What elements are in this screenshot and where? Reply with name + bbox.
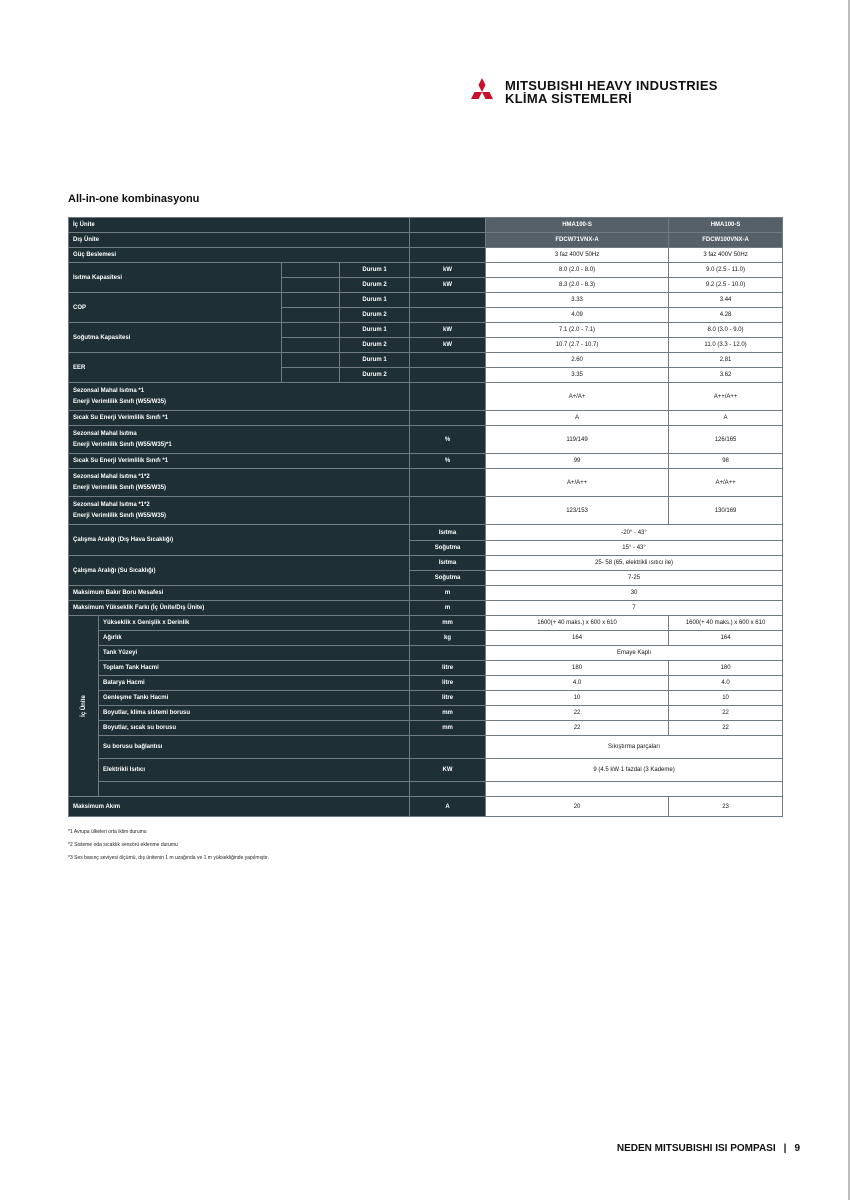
table-row: [69, 631, 783, 646]
ic-unite-group-label: [69, 616, 99, 797]
table-cell: 30: [486, 586, 783, 601]
model-dis-1: FDCW71VNX-A: [486, 233, 669, 248]
unit-label: mm: [410, 721, 486, 736]
table-row: [69, 353, 783, 368]
table-cell: 20: [486, 797, 669, 817]
table-cell: Emaye Kaplı: [486, 646, 783, 661]
table-cell: 7-25: [486, 571, 783, 586]
table-cell: 25- 58 (65, elektrikli ısıtıcı ile): [486, 556, 783, 571]
table-cell: 130/169: [669, 497, 783, 525]
table-cell: 126/165: [669, 426, 783, 454]
unit-label: mm: [410, 706, 486, 721]
sez1-label: [69, 383, 410, 411]
table-row: [69, 646, 783, 661]
unit-label: %: [410, 426, 486, 454]
guc-label: Güç Beslemesi: [69, 248, 410, 263]
table-row: [69, 218, 783, 233]
label-line: Enerji Verimlilik Sınıfı (W55/W35): [73, 398, 167, 405]
table-row: [69, 525, 783, 541]
table-cell: A++/A++: [669, 383, 783, 411]
table-row: [69, 706, 783, 721]
table-cell: 4.28: [669, 308, 783, 323]
label-line: Enerji Verimlilik Sınıfı (W55/W35): [73, 484, 167, 491]
table-cell: 99: [486, 454, 669, 469]
unit-label: kW: [410, 263, 486, 278]
durum-label: Durum 1: [340, 323, 410, 338]
durum-label: Durum 1: [340, 293, 410, 308]
table-cell: 4.0: [669, 676, 783, 691]
table-row: [69, 469, 783, 497]
table-row: [69, 721, 783, 736]
agirlik-label: Ağırlık: [99, 631, 410, 646]
olcu-label: Yükseklik x Genişlik x Derinlik: [99, 616, 410, 631]
table-cell: 22: [486, 706, 669, 721]
label-line: Sezonsal Mahal Isıtma *1: [73, 387, 145, 394]
mode-label: Isıtma: [410, 525, 486, 541]
table-cell: 9.2 (2.5 - 10.0): [669, 278, 783, 293]
yukseklik-farki-label: Maksimum Yükseklik Farkı (İç Ünite/Dış Ünite): [69, 601, 410, 616]
table-row: [69, 454, 783, 469]
table-cell: 164: [669, 631, 783, 646]
page-number: 9: [794, 1143, 800, 1154]
cop-label: COP: [69, 293, 282, 323]
table-row: [69, 248, 783, 263]
table-row: [69, 676, 783, 691]
table-row: [69, 426, 783, 454]
table-row: [69, 411, 783, 426]
durum-label: Durum 1: [340, 353, 410, 368]
unit-label: KW: [410, 759, 486, 782]
batarya-label: Batarya Hacmi: [99, 676, 410, 691]
table-row: [69, 586, 783, 601]
table-cell: 10.7 (2.7 - 10.7): [486, 338, 669, 353]
ic-unite-label: İç Ünite: [69, 218, 410, 233]
table-cell: 15° - 43°: [486, 541, 783, 556]
table-cell: 4.09: [486, 308, 669, 323]
sicak1-label: Sıcak Su Enerji Verimlilik Sınıfı *1: [69, 411, 410, 426]
table-cell: 10: [486, 691, 669, 706]
durum-label: Durum 2: [340, 278, 410, 293]
label-line: Sezonsal Mahal Isıtma *1*2: [73, 473, 150, 480]
page-footer: [617, 1143, 800, 1154]
unit-label: mm: [410, 616, 486, 631]
table-cell: 22: [486, 721, 669, 736]
durum-label: Durum 2: [340, 308, 410, 323]
table-cell: 123/153: [486, 497, 669, 525]
table-row: [69, 323, 783, 338]
sogutma-kap-label: Soğutma Kapasitesi: [69, 323, 282, 353]
table-cell: 164: [486, 631, 669, 646]
table-cell: 3.62: [669, 368, 783, 383]
section-title: All-in-one kombinasyonu: [68, 193, 200, 205]
table-cell: 119/149: [486, 426, 669, 454]
genlesme-label: Genleşme Tankı Hacmi: [99, 691, 410, 706]
boyut-klima-label: Boyutlar, klima sistemi borusu: [99, 706, 410, 721]
table-cell: 7: [486, 601, 783, 616]
table-cell: 9 (4.5 kW 1 fazdal (3 Kademe): [486, 759, 783, 782]
table-cell: 22: [669, 721, 783, 736]
table-cell: 8.0 (3.0 - 9.0): [669, 323, 783, 338]
unit-label: kW: [410, 338, 486, 353]
durum-label: Durum 2: [340, 368, 410, 383]
unit-label: litre: [410, 661, 486, 676]
boyut-sicak-label: Boyutlar, sıcak su borusu: [99, 721, 410, 736]
table-cell: 2.81: [669, 353, 783, 368]
unit-label: m: [410, 601, 486, 616]
table-cell: A+/A++: [486, 469, 669, 497]
table-cell: 2.60: [486, 353, 669, 368]
table-row: [69, 691, 783, 706]
max-akim-label: Maksimum Akım: [69, 797, 410, 817]
mode-label: Soğutma: [410, 541, 486, 556]
table-cell: 180: [669, 661, 783, 676]
unit-label: kW: [410, 278, 486, 293]
footer-title: NEDEN MITSUBISHI ISI POMPASI: [616, 1143, 776, 1154]
table-row: [69, 263, 783, 278]
table-row: [69, 383, 783, 411]
table-cell: 1600(+ 40 maks.) x 600 x 610: [486, 616, 669, 631]
label-line: Enerji Verimlilik Sınıfı (W55/W35)*1: [73, 441, 172, 448]
table-cell: 7.1 (2.0 - 7.1): [486, 323, 669, 338]
durum-label: Durum 1: [340, 263, 410, 278]
table-row: [69, 601, 783, 616]
model-ic-1: HMA100-S: [486, 218, 669, 233]
bakir-label: Maksimum Bakır Boru Mesafesi: [69, 586, 410, 601]
durum-label: Durum 2: [340, 338, 410, 353]
footnote: *3 Ses basınç seviyesi ölçümü, dış ünitenin 1 m uzağında ve 1 m yüksekliğinde yapılmıştır.: [68, 855, 269, 861]
table-cell: 8.0 (2.0 - 8.0): [486, 263, 669, 278]
sez4-label: [69, 497, 410, 525]
table-row: [69, 293, 783, 308]
footnote: *1 Avrupa ülkeleri orta iklim durumu: [68, 829, 147, 835]
table-cell: 3.35: [486, 368, 669, 383]
label-line: Sezonsal Mahal Isıtma: [73, 430, 137, 437]
sicak2-label: Sıcak Su Enerji Verimlilik Sınıfı *1: [69, 454, 410, 469]
footnotes: [68, 826, 269, 865]
footer-separator: |: [783, 1143, 787, 1154]
table-cell: 22: [669, 706, 783, 721]
table-row: [69, 497, 783, 525]
unit-label: m: [410, 586, 486, 601]
table-row: [69, 556, 783, 571]
toplam-tank-label: Toplam Tank Hacmi: [99, 661, 410, 676]
mode-label: Soğutma: [410, 571, 486, 586]
table-row: [69, 759, 783, 782]
calisma-dis-label: Çalışma Aralığı (Dış Hava Sıcaklığı): [69, 525, 410, 556]
eer-label: EER: [69, 353, 282, 383]
table-cell: A+/A+: [486, 383, 669, 411]
footnote: *2 Sisteme oda sıcaklık sensörü eklenme durumu: [68, 842, 178, 848]
vertical-label: İç Ünite: [80, 695, 87, 717]
table-cell: A+/A++: [669, 469, 783, 497]
isitma-kap-label: Isıtma Kapasitesi: [69, 263, 282, 293]
spec-table: [68, 217, 783, 817]
brand-line-1: MITSUBISHI HEAVY INDUSTRIES: [505, 78, 718, 93]
table-cell: 3.33: [486, 293, 669, 308]
table-cell: 10: [669, 691, 783, 706]
table-row: [69, 736, 783, 759]
su-boru-label: Su borusu bağlantısı: [99, 736, 410, 759]
table-cell: 98: [669, 454, 783, 469]
model-ic-2: HMA100-S: [669, 218, 783, 233]
table-cell: 11.0 (3.3 - 12.0): [669, 338, 783, 353]
brand-line-2: KLİMA SİSTEMLERİ: [505, 91, 633, 106]
table-cell: 23: [669, 797, 783, 817]
table-cell: 180: [486, 661, 669, 676]
guc-value-1: 3 faz 400V 50Hz: [486, 248, 669, 263]
unit-label: A: [410, 797, 486, 817]
table-row: [69, 233, 783, 248]
three-diamonds-logo-icon: [466, 78, 498, 106]
unit-label: litre: [410, 676, 486, 691]
elektrikli-label: Elektrikli Isıtıcı: [99, 759, 410, 782]
table-cell: Sıkıştırma parçaları: [486, 736, 783, 759]
sez2-label: [69, 426, 410, 454]
table-cell: 3.44: [669, 293, 783, 308]
table-cell: A: [486, 411, 669, 426]
unit-label: kW: [410, 323, 486, 338]
table-row: [69, 661, 783, 676]
tank-yuzey-label: Tank Yüzeyi: [99, 646, 410, 661]
calisma-su-label: Çalışma Aralığı (Su Sıcaklığı): [69, 556, 410, 586]
label-line: Sezonsal Mahal Isıtma *1*2: [73, 501, 150, 508]
mode-label: Isıtma: [410, 556, 486, 571]
table-cell: A: [669, 411, 783, 426]
table-cell: -20° - 43°: [486, 525, 783, 541]
dis-unite-label: Dış Ünite: [69, 233, 410, 248]
model-dis-2: FDCW100VNX-A: [669, 233, 783, 248]
table-row: [69, 616, 783, 631]
table-cell: 9.0 (2.5 - 11.0): [669, 263, 783, 278]
label-line: Enerji Verimlilik Sınıfı (W55/W35): [73, 512, 167, 519]
unit-label: litre: [410, 691, 486, 706]
brand-logo: [466, 78, 718, 106]
table-row: [69, 797, 783, 817]
table-cell: 8.3 (2.0 - 8.3): [486, 278, 669, 293]
table-cell: 1600(+ 40 maks.) x 600 x 610: [669, 616, 783, 631]
unit-label: %: [410, 454, 486, 469]
table-cell: 4.0: [486, 676, 669, 691]
unit-label: kg: [410, 631, 486, 646]
sez3-label: [69, 469, 410, 497]
guc-value-2: 3 faz 400V 50Hz: [669, 248, 783, 263]
table-row: [69, 782, 783, 797]
